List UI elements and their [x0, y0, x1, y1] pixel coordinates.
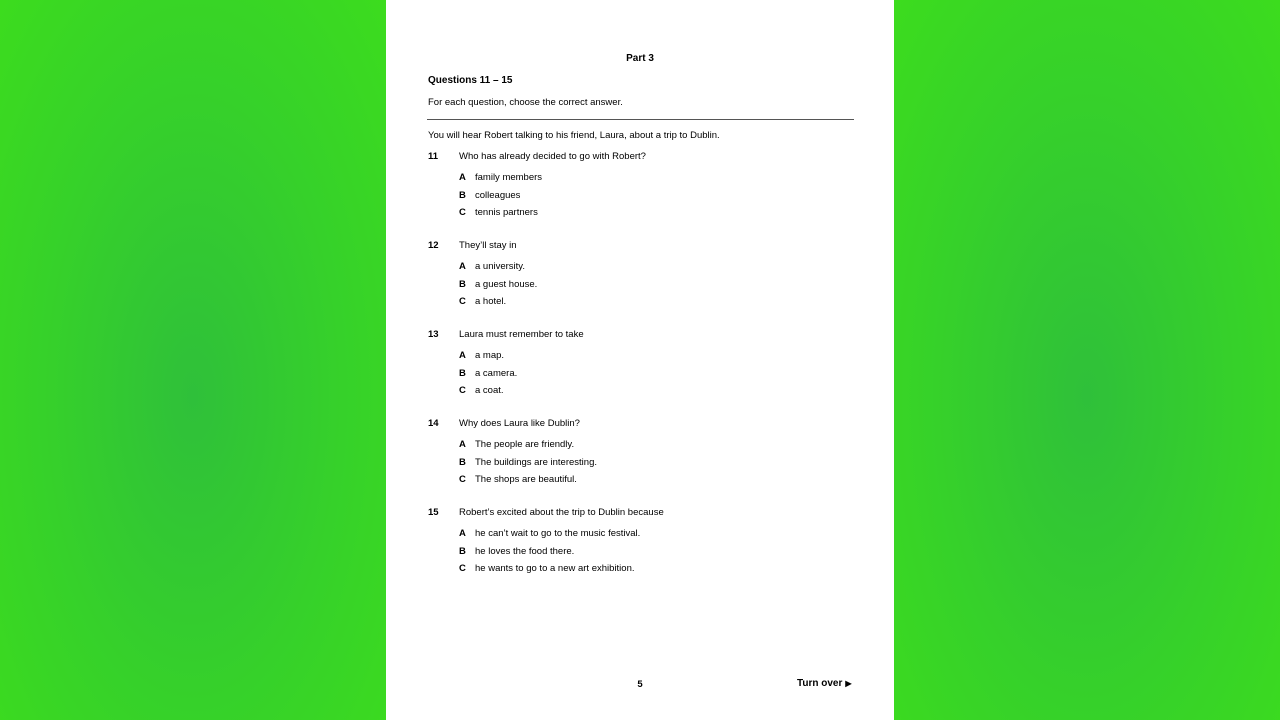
option-letter: A [459, 528, 466, 539]
part-title: Part 3 [626, 53, 654, 64]
option-text: a coat. [475, 385, 504, 396]
option-letter: C [459, 474, 466, 485]
question-text: Robert’s excited about the trip to Dublin because [459, 507, 664, 518]
option-letter: C [459, 207, 466, 218]
instruction-text: For each question, choose the correct answer. [428, 97, 623, 108]
option-text: The shops are beautiful. [475, 474, 577, 485]
option-text: he wants to go to a new art exhibition. [475, 563, 635, 574]
turn-over-text: Turn over [797, 678, 843, 689]
option-letter: B [459, 190, 466, 201]
option-text: colleagues [475, 190, 521, 201]
question-number: 14 [428, 418, 439, 429]
play-arrow-icon: ▶ [845, 679, 852, 688]
option-letter: A [459, 350, 466, 361]
option-letter: A [459, 439, 466, 450]
option-letter: B [459, 546, 466, 557]
option-text: The people are friendly. [475, 439, 575, 450]
questions-range-heading: Questions 11 – 15 [428, 75, 513, 86]
page-number: 5 [637, 679, 643, 690]
option-text: family members [475, 172, 543, 183]
option-letter: C [459, 563, 466, 574]
question-text: Why does Laura like Dublin? [459, 418, 580, 429]
option-letter: B [459, 279, 466, 290]
question-number: 15 [428, 507, 439, 518]
background-right [894, 0, 1280, 720]
divider [427, 119, 854, 120]
document-page [386, 0, 894, 720]
option-text: he can’t wait to go to the music festival. [475, 528, 641, 539]
option-letter: C [459, 296, 466, 307]
option-text: a camera. [475, 368, 518, 379]
question-number: 11 [428, 151, 439, 162]
intro-text: You will hear Robert talking to his friend, Laura, about a trip to Dublin. [428, 130, 720, 141]
option-text: a hotel. [475, 296, 507, 307]
question-text: They’ll stay in [459, 240, 517, 251]
option-text: he loves the food there. [475, 546, 575, 557]
option-letter: A [459, 172, 466, 183]
question-number: 13 [428, 329, 439, 340]
turn-over-label [797, 678, 852, 689]
option-letter: A [459, 261, 466, 272]
question-text: Laura must remember to take [459, 329, 584, 340]
option-text: The buildings are interesting. [475, 457, 597, 468]
option-letter: B [459, 457, 466, 468]
option-text: a university. [475, 261, 525, 272]
option-letter: B [459, 368, 466, 379]
question-text: Who has already decided to go with Robert? [459, 151, 646, 162]
background-left [0, 0, 386, 720]
option-letter: C [459, 385, 466, 396]
option-text: a guest house. [475, 279, 538, 290]
option-text: tennis partners [475, 207, 538, 218]
option-text: a map. [475, 350, 505, 361]
question-number: 12 [428, 240, 439, 251]
